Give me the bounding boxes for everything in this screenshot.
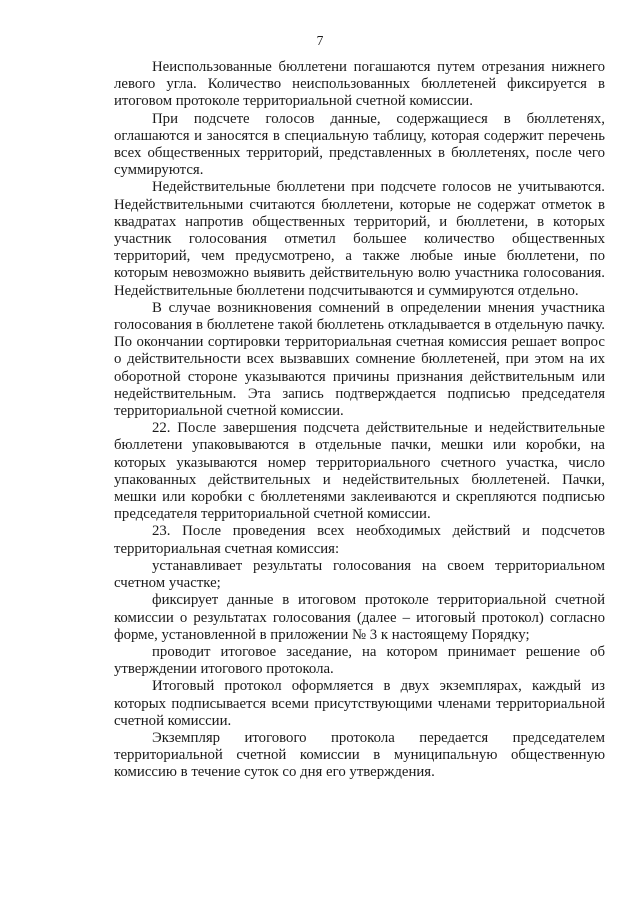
paragraph-protocol-transfer: Экземпляр итогового протокола передается председателем территориальной счетной комиссии в муниципальную общественную комиссию в течение суток со дня его утверждения. — [114, 729, 605, 781]
paragraph-final-protocol: Итоговый протокол оформляется в двух экземплярах, каждый из которых подписывается всеми присутствующими членами территориальной счетной комиссии. — [114, 678, 605, 729]
paragraph-doubtful-ballots: В случае возникновения сомнений в определении мнения участника голосования в бюллетене такой бюллетень откладывается в отдельную пачку. По окончании сортировки территориальная счетная комиссия решает вопрос о действительности всех вызвавших сомнение бюллетеней, при этом на их оборотной стороне указываются причины признания действительным или недействительным. Эта запись подтверждается подписью председателя территориальной счетной комиссии. — [114, 299, 605, 420]
document-body — [114, 59, 605, 782]
page-number: 7 — [316, 33, 324, 48]
paragraph-sets-results: устанавливает результаты голосования на своем территориальном счетном участке; — [114, 557, 605, 592]
paragraph-item-23: 23. После проведения всех необходимых действий и подсчетов территориальная счетная комиссия: — [114, 523, 605, 557]
paragraph-invalid-ballots: Недействительные бюллетени при подсчете голосов не учитываются. Недействительными считаются бюллетени, которые не содержат отметок в квадратах напротив общественных территорий, и бюллетени, в которых участник голосования отметил большее количество общественных территорий, чем предусмотрено, а также любые иные бюллетени, по которым невозможно выявить действительную волю участника голосования. Недействительные бюллетени подсчитываются и суммируются отдельно. — [114, 179, 605, 299]
paragraph-unused-ballots: Неиспользованные бюллетени погашаются путем отрезания нижнего левого угла. Количество неиспользованных бюллетеней фиксируется в итоговом протоколе территориальной счетной комиссии. — [114, 59, 605, 110]
paragraph-item-22: 22. После завершения подсчета действительные и недействительные бюллетени упаковываются в отдельные пачки, мешки или коробки, на которых указываются номер территориального счетного участка, число упакованных действительных и недействительных бюллетеней. Пачки, мешки или коробки с бюллетенями заклеиваются и скрепляются подписью председателя территориальной счетной комиссии. — [114, 420, 605, 523]
paragraph-vote-counting: При подсчете голосов данные, содержащиеся в бюллетенях, оглашаются и заносятся в специальную таблицу, которая содержит перечень всех общественных территорий, представленных в бюллетенях, после чего суммируются. — [114, 110, 605, 179]
paragraph-final-meeting: проводит итоговое заседание, на котором принимает решение об утверждении итогового протокола. — [114, 643, 605, 678]
paragraph-records-data: фиксирует данные в итоговом протоколе территориальной счетной комиссии о результатах голосования (далее – итоговый протокол) согласно форме, установленной в приложении № 3 к настоящему Порядку; — [114, 592, 605, 643]
